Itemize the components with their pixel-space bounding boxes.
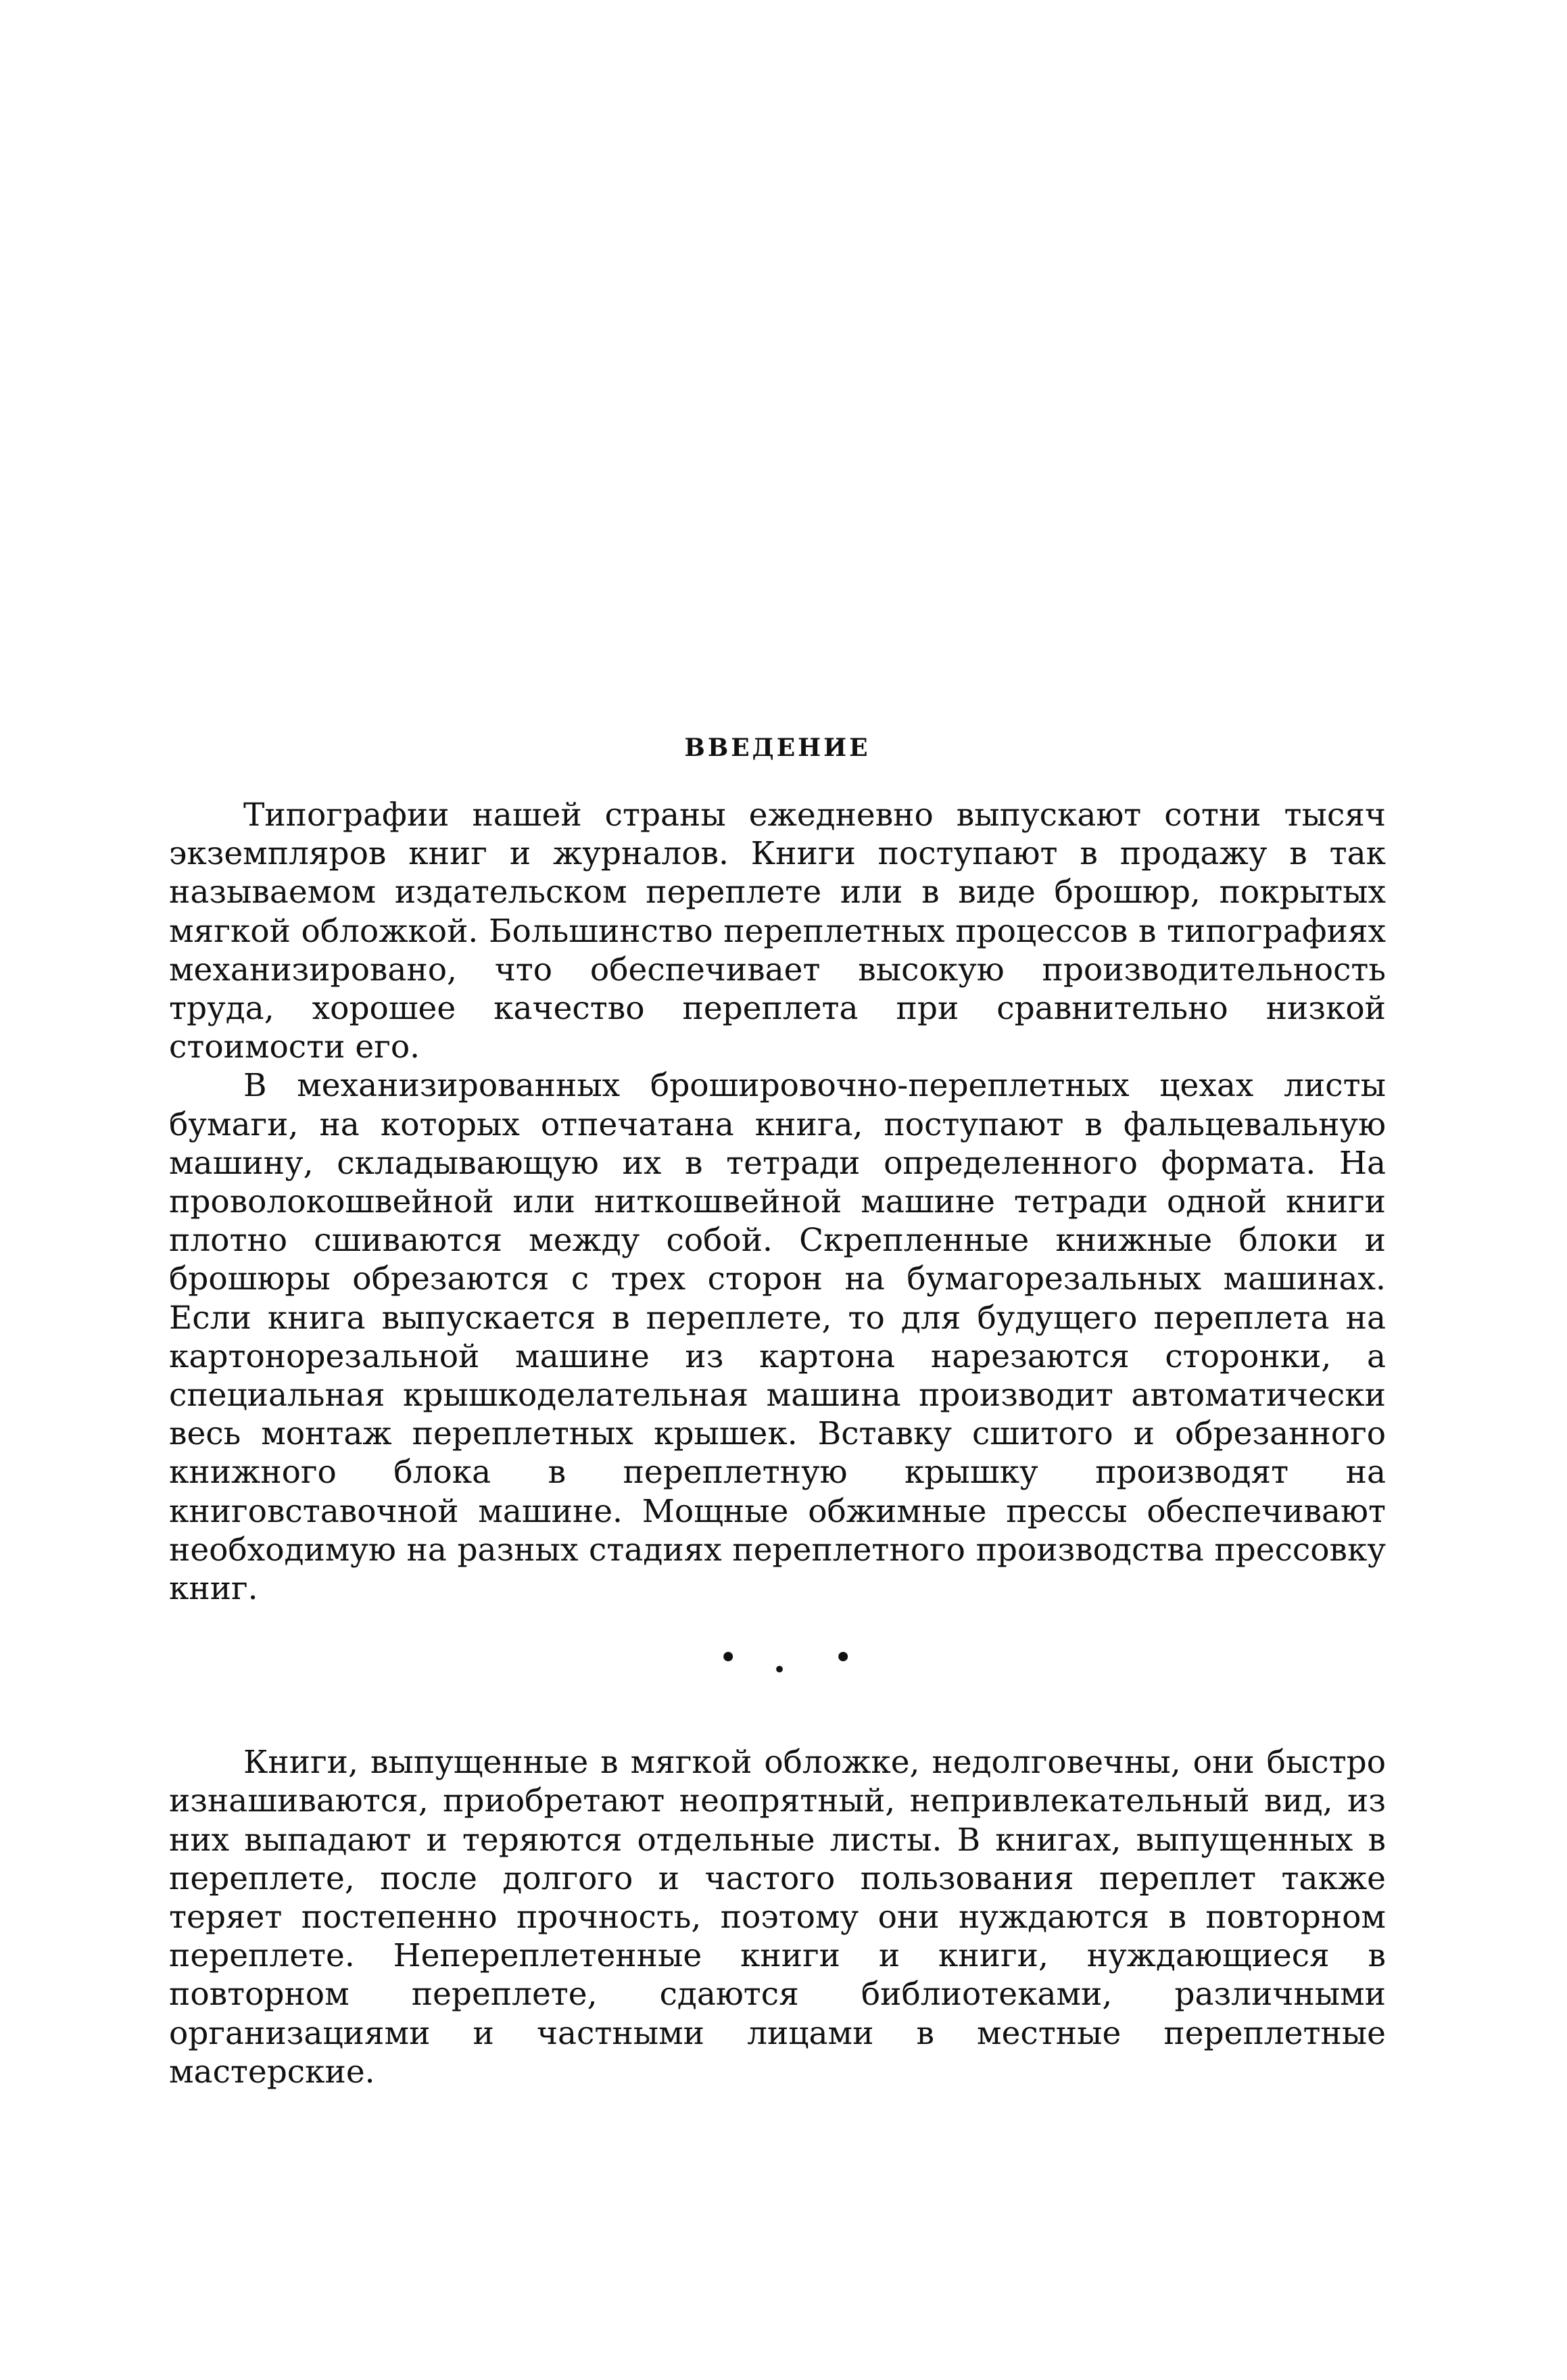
separator-dot-3: • xyxy=(834,1639,853,1677)
paragraph-3: Книги, выпущенные в мягкой обложке, недолговечны, они быстро изнашиваются, приобретают неопрятный, непривлекательный вид, из них выпадают и теряются отдельные листы. В книгах, выпущенных в переплете, после долгого и частого пользования переплет также теряет постепенно прочность, поэтому они нуждаются в повторном переплете. Непереплетенные книги и книги, нуждающиеся в повторном переплете, сдаются библиотеками, различными организациями и частными лицами в местные переплетные мастерские. xyxy=(169,1744,1386,2091)
paragraph-2: В механизированных брошировочно-переплетных цехах листы бумаги, на которых отпечатана книга, поступают в фальцевальную машину, складывающую их в тетради определенного формата. На проволокошвейной или ниткошвейной машине тетради одной книги плотно сшиваются между собой. Скрепленные книжные блоки и брошюры обрезаются с трех сторон на бумагорезальных машинах. Если книга выпускается в переплете, то для будущего переплета на картонорезальной машине из картона нарезаются сторонки, а специальная крышкоделательная машина производит автоматически весь монтаж переплетных крышек. Вставку сшитого и обрезанного книжного блока в переплетную крышку производят на книговставочной машине. Мощные обжимные прессы обеспечивают необходимую на разных стадиях переплетного производства прессовку книг. xyxy=(169,1067,1386,1608)
separator-dot-1: • xyxy=(719,1639,738,1677)
separator-dot-2: • xyxy=(773,1657,787,1684)
section-separator xyxy=(169,1608,1386,1743)
page-title: ВВЕДЕНИЕ xyxy=(684,734,871,762)
paragraph-1: Типографии нашей страны ежедневно выпускают сотни тысяч экземпляров книг и журналов. Книги поступают в продажу в так называемом издательском переплете или в виде брошюр, покрытых мягкой обложкой. Большинство переплетных процессов в типографиях механизировано, что обеспечивает высокую производительность труда, хорошее качество переплета при сравнительно низкой стоимости его. xyxy=(169,796,1386,1066)
page-content xyxy=(169,734,1386,2091)
